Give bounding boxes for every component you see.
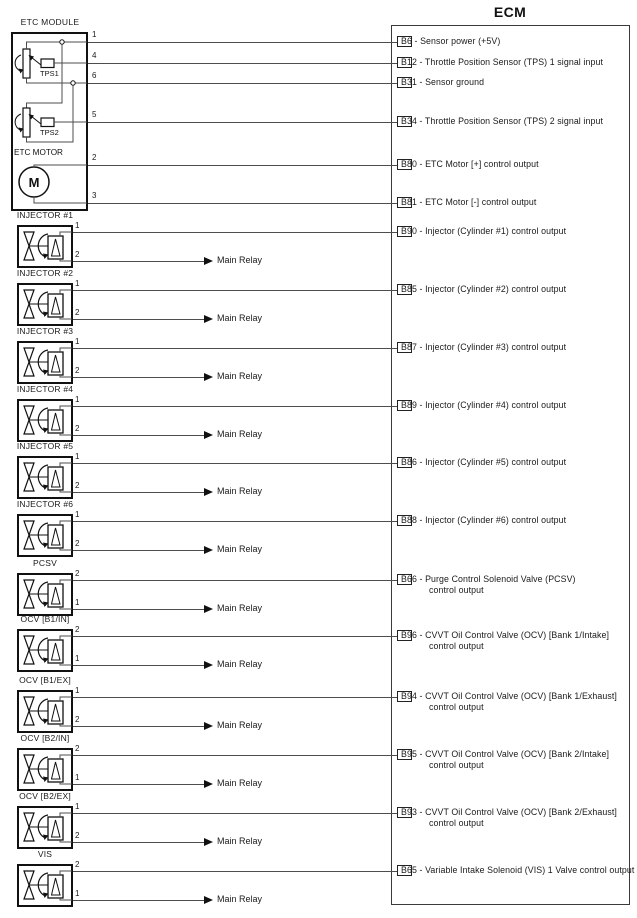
arrow-right-icon bbox=[204, 431, 213, 439]
main-relay-label: Main Relay bbox=[217, 313, 263, 323]
injector-3-symbol bbox=[17, 341, 73, 384]
arrow-right-icon bbox=[204, 546, 213, 554]
wire-ocv-b1-ex-to-main-relay bbox=[73, 726, 205, 727]
main-relay-label: Main Relay bbox=[217, 371, 263, 381]
ocv-b2-ex-pin-bottom: 2 bbox=[75, 831, 80, 840]
ocv-b1-in-symbol bbox=[17, 629, 73, 672]
pcsv-pin-bottom: 1 bbox=[75, 598, 80, 607]
vis-symbol bbox=[17, 864, 73, 907]
motor-m: M bbox=[28, 175, 40, 190]
tps1-resistor bbox=[23, 49, 30, 78]
etc-module-label: ETC MODULE bbox=[20, 17, 80, 27]
wire-ocv-b2-in-to-ecm bbox=[73, 755, 398, 756]
junction-node bbox=[60, 40, 64, 44]
etc-module-symbol bbox=[11, 32, 88, 211]
ecm-pin-label-B66: B66 - Purge Control Solenoid Valve (PCSV) bbox=[401, 574, 576, 584]
injector-6-pin-bottom: 2 bbox=[75, 539, 80, 548]
injector-5-symbol bbox=[17, 456, 73, 499]
vis-pin-top: 2 bbox=[75, 860, 80, 869]
main-relay-label: Main Relay bbox=[217, 544, 263, 554]
ecm-pin-label-B81: B81 - ETC Motor [-] control output bbox=[401, 197, 537, 207]
ocv-b2-in-pin-bottom: 1 bbox=[75, 773, 80, 782]
wire-injector-4-to-main-relay bbox=[73, 435, 205, 436]
arrow-right-icon bbox=[204, 257, 213, 265]
ecm-pin-label-B94: B94 - CVVT Oil Control Valve (OCV) [Bank 1/Exhaust] bbox=[401, 691, 617, 701]
ecm-pin-label-B95: B95 - CVVT Oil Control Valve (OCV) [Bank 2/Intake] bbox=[401, 749, 610, 759]
etc-motor-label: ETC MOTOR bbox=[14, 148, 63, 157]
wire-etc-pin-4 bbox=[88, 63, 398, 64]
arrow-right-icon bbox=[204, 661, 213, 669]
ocv-b1-ex-label: OCV [B1/EX] bbox=[19, 675, 71, 685]
injector-6-label: INJECTOR #6 bbox=[16, 499, 74, 509]
ocv-b2-ex-symbol bbox=[17, 806, 73, 849]
injector-1-pin-bottom: 2 bbox=[75, 250, 80, 259]
wire-injector-2-to-main-relay bbox=[73, 319, 205, 320]
main-relay-label: Main Relay bbox=[217, 778, 263, 788]
ecm-pin-label2-B94: control output bbox=[429, 702, 484, 712]
wire-injector-1-to-main-relay bbox=[73, 261, 205, 262]
wire-injector-4-to-ecm bbox=[73, 406, 398, 407]
wire-etc-pin-3 bbox=[88, 203, 398, 204]
ecm-pin-label-B65: B65 - Variable Intake Solenoid (VIS) 1 Valve control output bbox=[401, 865, 635, 875]
ocv-b1-ex-pin-top: 1 bbox=[75, 686, 80, 695]
injector-1-label: INJECTOR #1 bbox=[16, 210, 74, 220]
ocv-b2-ex-pin-top: 1 bbox=[75, 802, 80, 811]
arrow-right-icon bbox=[204, 722, 213, 730]
wire-ocv-b2-ex-to-ecm bbox=[73, 813, 398, 814]
main-relay-label: Main Relay bbox=[217, 429, 263, 439]
etc-pin-number: 3 bbox=[92, 191, 97, 200]
ecm-pin-label-B31: B31 - Sensor ground bbox=[401, 77, 485, 87]
wire-etc-pin-5 bbox=[88, 122, 398, 123]
ecm-pin-label-B80: B80 - ETC Motor [+] control output bbox=[401, 159, 539, 169]
etc-pin-number: 6 bbox=[92, 71, 97, 80]
wire-pcsv-to-main-relay bbox=[73, 609, 205, 610]
wire-injector-3-to-main-relay bbox=[73, 377, 205, 378]
injector-1-pin-top: 1 bbox=[75, 221, 80, 230]
ecm-pin-label-B86: B86 - Injector (Cylinder #5) control output bbox=[401, 457, 567, 467]
main-relay-label: Main Relay bbox=[217, 486, 263, 496]
main-relay-label: Main Relay bbox=[217, 836, 263, 846]
injector-2-label: INJECTOR #2 bbox=[16, 268, 74, 278]
injector-5-pin-bottom: 2 bbox=[75, 481, 80, 490]
wire-injector-6-to-ecm bbox=[73, 521, 398, 522]
injector-1-symbol bbox=[17, 225, 73, 268]
etc-pin-number: 2 bbox=[92, 153, 97, 162]
ecm-pin-label2-B66: control output bbox=[429, 585, 484, 595]
arrow-right-icon bbox=[204, 315, 213, 323]
ecm-pin-label-B89: B89 - Injector (Cylinder #4) control output bbox=[401, 400, 567, 410]
arrow-right-icon bbox=[204, 488, 213, 496]
wire-injector-5-to-main-relay bbox=[73, 492, 205, 493]
etc-pin-number: 1 bbox=[92, 30, 97, 39]
wire-injector-2-to-ecm bbox=[73, 290, 398, 291]
wiper-arrowhead bbox=[29, 55, 35, 61]
injector-5-label: INJECTOR #5 bbox=[16, 441, 74, 451]
pcsv-label: PCSV bbox=[33, 558, 57, 568]
ecm-pin-label2-B96: control output bbox=[429, 641, 484, 651]
ecm-title: ECM bbox=[493, 4, 527, 20]
arrow-right-icon bbox=[204, 605, 213, 613]
main-relay-label: Main Relay bbox=[217, 659, 263, 669]
rotation-arrow bbox=[15, 114, 21, 130]
tps1-label: TPS1 bbox=[40, 69, 59, 78]
ecm-pin-label-B93: B93 - CVVT Oil Control Valve (OCV) [Bank 2/Exhaust] bbox=[401, 807, 617, 817]
ocv-b2-in-label: OCV [B2/IN] bbox=[20, 733, 70, 743]
wire-injector-3-to-ecm bbox=[73, 348, 398, 349]
main-relay-label: Main Relay bbox=[217, 720, 263, 730]
wire-pcsv-to-ecm bbox=[73, 580, 398, 581]
wire-etc-pin-1 bbox=[88, 42, 398, 43]
wire-ocv-b1-in-to-main-relay bbox=[73, 665, 205, 666]
injector-4-pin-top: 1 bbox=[75, 395, 80, 404]
tps2-wiper-box bbox=[41, 118, 54, 127]
injector-2-pin-top: 1 bbox=[75, 279, 80, 288]
ocv-b2-in-symbol bbox=[17, 748, 73, 791]
junction-node bbox=[71, 81, 75, 85]
wire-injector-1-to-ecm bbox=[73, 232, 398, 233]
arrow-right-icon bbox=[204, 780, 213, 788]
wire-ocv-b2-in-to-main-relay bbox=[73, 784, 205, 785]
injector-6-symbol bbox=[17, 514, 73, 557]
wire-ocv-b1-in-to-ecm bbox=[73, 636, 398, 637]
ocv-b1-ex-pin-bottom: 2 bbox=[75, 715, 80, 724]
ecm-pin-label2-B93: control output bbox=[429, 818, 484, 828]
injector-2-symbol bbox=[17, 283, 73, 326]
wire-vis-to-main-relay bbox=[73, 900, 205, 901]
ocv-b1-ex-symbol bbox=[17, 690, 73, 733]
ecm-pin-label-B90: B90 - Injector (Cylinder #1) control output bbox=[401, 226, 567, 236]
etc-pin-number: 5 bbox=[92, 110, 97, 119]
injector-4-label: INJECTOR #4 bbox=[16, 384, 74, 394]
injector-3-label: INJECTOR #3 bbox=[16, 326, 74, 336]
tps1-wiper-box bbox=[41, 59, 54, 68]
etc-pin-number: 4 bbox=[92, 51, 97, 60]
injector-4-pin-bottom: 2 bbox=[75, 424, 80, 433]
main-relay-label: Main Relay bbox=[217, 255, 263, 265]
wire-etc-pin-6 bbox=[88, 83, 398, 84]
wire-ocv-b1-ex-to-ecm bbox=[73, 697, 398, 698]
ocv-b1-in-pin-top: 2 bbox=[75, 625, 80, 634]
rotation-arrow bbox=[15, 55, 21, 71]
tps2-label: TPS2 bbox=[40, 128, 59, 137]
tps2-resistor bbox=[23, 108, 30, 137]
injector-5-pin-top: 1 bbox=[75, 452, 80, 461]
arrow-right-icon bbox=[204, 373, 213, 381]
wiper-arrowhead bbox=[29, 114, 35, 120]
ocv-b2-in-pin-top: 2 bbox=[75, 744, 80, 753]
main-relay-label: Main Relay bbox=[217, 603, 263, 613]
ecm-pin-label-B88: B88 - Injector (Cylinder #6) control output bbox=[401, 515, 567, 525]
wire-ocv-b2-ex-to-main-relay bbox=[73, 842, 205, 843]
injector-2-pin-bottom: 2 bbox=[75, 308, 80, 317]
ecm-pin-label-B96: B96 - CVVT Oil Control Valve (OCV) [Bank 1/Intake] bbox=[401, 630, 610, 640]
wire-injector-5-to-ecm bbox=[73, 463, 398, 464]
ecm-pin-label-B87: B87 - Injector (Cylinder #3) control output bbox=[401, 342, 567, 352]
injector-3-pin-top: 1 bbox=[75, 337, 80, 346]
ocv-b2-ex-label: OCV [B2/EX] bbox=[19, 791, 71, 801]
arrow-right-icon bbox=[204, 896, 213, 904]
wire-injector-6-to-main-relay bbox=[73, 550, 205, 551]
injector-6-pin-top: 1 bbox=[75, 510, 80, 519]
ecm-pin-label-B85: B85 - Injector (Cylinder #2) control output bbox=[401, 284, 567, 294]
main-relay-label: Main Relay bbox=[217, 894, 263, 904]
ecm-pin-label-B34: B34 - Throttle Position Sensor (TPS) 2 signal input bbox=[401, 116, 603, 126]
ecm-pin-label-B12: B12 - Throttle Position Sensor (TPS) 1 signal input bbox=[401, 57, 603, 67]
vis-label: VIS bbox=[37, 849, 53, 859]
vis-pin-bottom: 1 bbox=[75, 889, 80, 898]
wire-vis-to-ecm bbox=[73, 871, 398, 872]
pcsv-symbol bbox=[17, 573, 73, 616]
ocv-b1-in-pin-bottom: 1 bbox=[75, 654, 80, 663]
arrow-right-icon bbox=[204, 838, 213, 846]
ecm-pin-label-B6: B6 - Sensor power (+5V) bbox=[401, 36, 501, 46]
injector-4-symbol bbox=[17, 399, 73, 442]
pcsv-pin-top: 2 bbox=[75, 569, 80, 578]
ecm-pin-label2-B95: control output bbox=[429, 760, 484, 770]
wire-etc-pin-2 bbox=[88, 165, 398, 166]
ocv-b1-in-label: OCV [B1/IN] bbox=[20, 614, 70, 624]
injector-3-pin-bottom: 2 bbox=[75, 366, 80, 375]
